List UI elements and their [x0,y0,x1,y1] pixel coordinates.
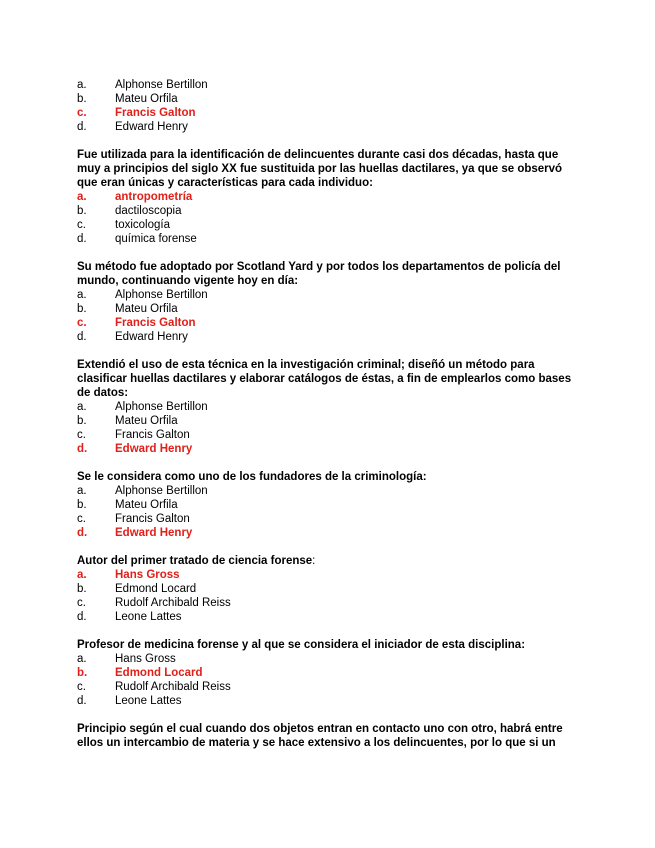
option-text: Edmond Locard [115,667,203,679]
option-text: Alphonse Bertillon [115,401,208,413]
answer-option-correct [77,568,582,582]
option-text: Leone Lattes [115,695,182,707]
option-text: Hans Gross [115,653,176,665]
option-letter: c. [77,429,86,441]
question-text: Autor del primer tratado de ciencia forense: [77,555,316,567]
answer-option-correct [77,526,582,540]
option-text: Francis Galton [115,513,190,525]
option-letter: d. [77,233,87,245]
option-letter: a. [77,289,87,301]
option-text: Edward Henry [115,331,188,343]
option-text: Edmond Locard [115,583,197,595]
answer-option [77,120,582,134]
answer-option [77,204,582,218]
option-letter: d. [77,695,87,707]
question-text: Se le considera como uno de los fundadores de la criminología: [77,471,427,483]
option-text: Mateu Orfila [115,93,178,105]
answer-option [77,498,582,512]
question-text: Su método fue adoptado por Scotland Yard y por todos los departamentos de policía del mundo, continuando vigente hoy en día: [77,261,561,287]
option-text: toxicología [115,219,170,231]
option-letter: c. [77,681,86,693]
quiz-content [77,78,582,764]
option-text: Francis Galton [115,317,196,329]
option-letter: d. [77,331,87,343]
option-text: Francis Galton [115,107,196,119]
answer-option [77,414,582,428]
question-block [77,78,582,134]
question-text: Principio según el cual cuando dos objetos entran en contacto uno con otro, habrá entre ellos un intercambio de materia y se hace extensivo a los delincuentes, por lo que si un [77,723,563,749]
option-text: Mateu Orfila [115,499,178,511]
question-text: Extendió el uso de esta técnica en la investigación criminal; diseñó un método para clasificar huellas dactilares y elaborar catálogos de éstas, a fin de emplearlos como bases de datos: [77,359,572,399]
option-letter: a. [77,79,87,91]
answer-option [77,512,582,526]
option-text: Hans Gross [115,569,180,581]
option-text: Francis Galton [115,429,190,441]
option-letter: c. [77,597,86,609]
option-letter: a. [77,191,87,203]
option-text: Alphonse Bertillon [115,485,208,497]
option-text: Rudolf Archibald Reiss [115,681,231,693]
question-block [77,358,582,456]
option-text: Edward Henry [115,443,193,455]
question-block [77,260,582,344]
question-block [77,722,582,750]
option-letter: b. [77,499,87,511]
answer-option [77,680,582,694]
answer-option [77,652,582,666]
option-text: Edward Henry [115,527,193,539]
answer-option-correct [77,666,582,680]
question-text: Profesor de medicina forense y al que se considera el iniciador de esta disciplina: [77,639,526,651]
option-text: Alphonse Bertillon [115,289,208,301]
option-letter: b. [77,667,88,679]
option-letter: b. [77,583,87,595]
answer-option [77,92,582,106]
question-block [77,638,582,708]
answer-option [77,610,582,624]
answer-option [77,400,582,414]
question-block [77,554,582,624]
answer-option [77,232,582,246]
question-text: Fue utilizada para la identificación de delincuentes durante casi dos décadas, hasta que muy a principios del siglo XX fue sustituida por las huellas dactilares, ya que se observó que eran únicas y características para cada individuo: [77,149,563,189]
option-letter: b. [77,415,87,427]
option-letter: b. [77,93,87,105]
answer-option-correct [77,190,582,204]
answer-option [77,694,582,708]
option-letter: c. [77,219,86,231]
answer-option-correct [77,316,582,330]
option-letter: b. [77,303,87,315]
option-text: dactiloscopia [115,205,182,217]
option-letter: d. [77,611,87,623]
option-letter: a. [77,569,87,581]
option-text: Mateu Orfila [115,415,178,427]
option-text: Mateu Orfila [115,303,178,315]
answer-option [77,484,582,498]
option-text: química forense [115,233,197,245]
option-text: Edward Henry [115,121,188,133]
answer-option [77,218,582,232]
answer-option [77,428,582,442]
option-letter: b. [77,205,87,217]
answer-option [77,330,582,344]
answer-option-correct [77,442,582,456]
option-letter: c. [77,107,87,119]
option-letter: d. [77,121,87,133]
option-letter: c. [77,317,87,329]
question-block [77,148,582,246]
answer-option [77,302,582,316]
answer-option-correct [77,106,582,120]
question-block [77,470,582,540]
answer-option [77,582,582,596]
option-text: antropometría [115,191,193,203]
answer-option [77,596,582,610]
option-letter: a. [77,653,87,665]
option-letter: d. [77,527,88,539]
option-letter: a. [77,485,87,497]
option-text: Rudolf Archibald Reiss [115,597,231,609]
option-letter: a. [77,401,87,413]
option-text: Leone Lattes [115,611,182,623]
option-text: Alphonse Bertillon [115,79,208,91]
option-letter: d. [77,443,88,455]
answer-option [77,78,582,92]
option-letter: c. [77,513,86,525]
answer-option [77,288,582,302]
